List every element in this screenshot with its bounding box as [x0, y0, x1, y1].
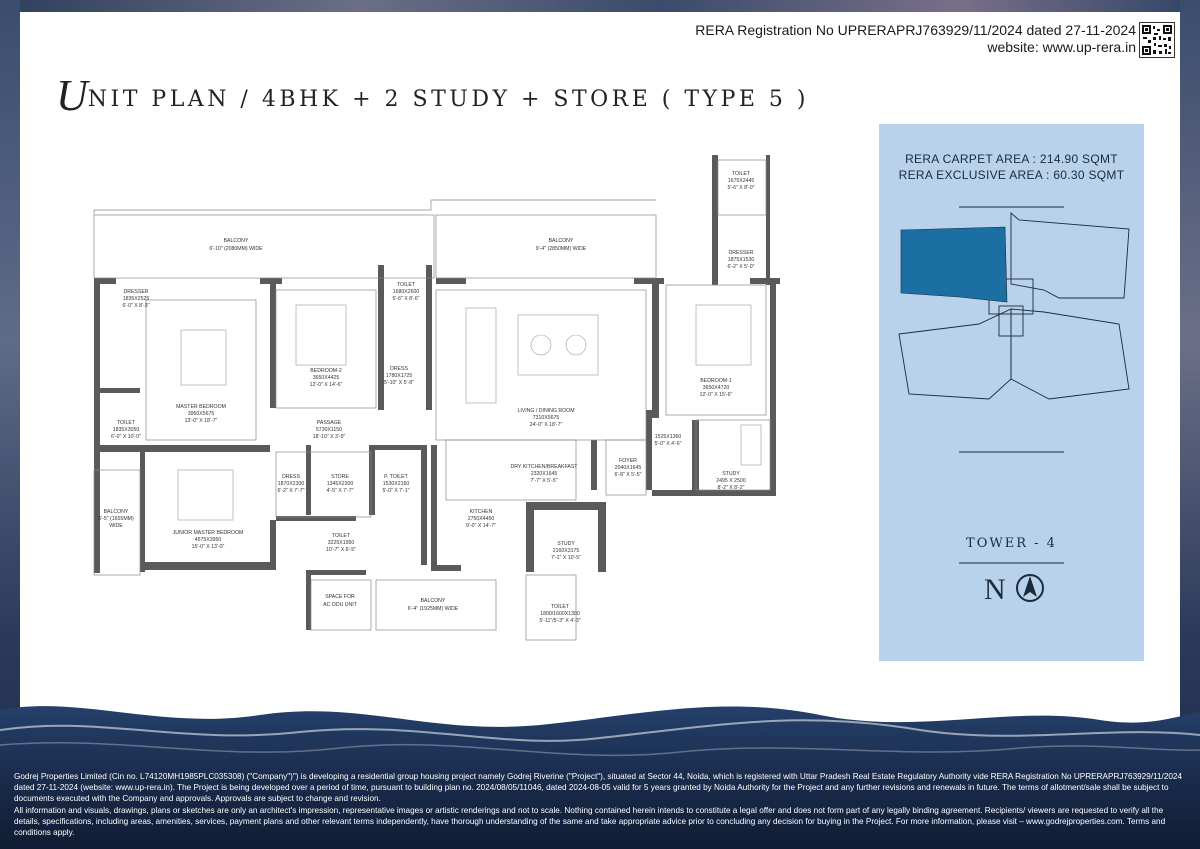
dress-lower-mm: 1870X2300	[277, 481, 305, 487]
dress-lower-ft: 6'-2" X 7'-7"	[277, 488, 305, 494]
bedroom2-ft: 12'-0" X 14'-6"	[309, 382, 343, 388]
balcony-left-extra: WIDE	[109, 523, 123, 529]
ac-space-line2: AC ODU UNIT	[323, 602, 357, 608]
dresser-left-name: DRESSER	[123, 289, 149, 295]
balcony-bottom-size: 6'-4" (1925MM) WIDE	[407, 606, 459, 612]
title-initial: U	[56, 71, 88, 120]
qr-code-icon	[1139, 22, 1175, 58]
toilet-bottom-ft: 5'-11"/5'-3" X 4'-3"	[539, 618, 581, 624]
toilet-top-mid-mm: 1680X2600	[392, 289, 420, 295]
balcony-top-left-name: BALCONY	[223, 238, 249, 244]
toilet-bottom-mm: 1800/1600X1300	[540, 611, 580, 617]
foyer-name: FOYER	[619, 458, 637, 464]
compass-icon	[1015, 573, 1045, 603]
toilet-top-mid-name: TOILET	[396, 282, 416, 288]
dry-kitchen-ft: 7'-7" X 5'-5"	[530, 478, 558, 484]
balcony-left-name: BALCONY	[103, 509, 129, 515]
rera-registration-text: RERA Registration No UPRERAPRJ763929/11/2024 dated 27-11-2024	[695, 22, 1136, 38]
junior-master-ft: 15'-0" X 13'-0"	[191, 544, 225, 550]
balcony-bottom-name: BALCONY	[420, 598, 446, 604]
balcony-top-left-size: 6'-10" (2080MM) WIDE	[209, 246, 263, 252]
kitchen-name: KITCHEN	[469, 509, 493, 515]
toilet-top-right-name: TOILET	[731, 171, 751, 177]
passage-mm: 5730X1150	[315, 427, 343, 433]
bedroom2-name: BEDROOM-2	[310, 368, 342, 374]
north-indicator	[984, 573, 1045, 607]
ac-space-line1: SPACE FOR	[325, 594, 355, 600]
foyer-ft: 6'-8" X 5'-5"	[614, 472, 642, 478]
dresser-right-mm: 1875X1530	[727, 257, 755, 263]
store-mm: 1345X2300	[326, 481, 354, 487]
disclaimer-paragraph-2: All information and visuals, drawings, plans or sketches are only an architect's impression, representative images or artistic renderings and not to scale. Nothing contained herein intends to constitute a legal offer and does not form part of any legally binding agreement. Recipients/ viewers are requested to verify all the details, specifications, including areas, amenities, services, payment plans and other relevant terms independently, have thorough understanding of the same and take appropriate advice prior to concluding any decision for buying in the Project. For more information, please visit – www.godrejproperties.com. Terms and conditions apply.	[14, 805, 1166, 838]
toilet-left-mm: 1835X3050	[112, 427, 140, 433]
lobby-ft: 5'-0" X 4'-6"	[654, 441, 682, 447]
study-right-name: STUDY	[722, 471, 740, 477]
rera-header	[695, 22, 1136, 56]
lobby-mm: 1525X1360	[654, 434, 682, 440]
toilet-lower-ft: 10'-7" X 6'-5"	[326, 547, 356, 553]
toilet-top-right-mm: 1675X2445	[727, 178, 755, 184]
legal-disclaimer	[14, 771, 1190, 838]
study-right-ft: 8'-2" X 8'-2"	[717, 485, 745, 491]
balcony-top-right-name: BALCONY	[548, 238, 574, 244]
floor-plan-walls	[94, 155, 780, 630]
living-dining-mm: 7310X5675	[532, 415, 560, 421]
p-toilet-mm: 1530X2160	[382, 481, 410, 487]
bedroom2-mm: 3650X4425	[312, 375, 340, 381]
tower-underline	[879, 562, 1144, 564]
page-title	[56, 70, 809, 121]
p-toilet-ft: 5'-0" X 7'-1"	[382, 488, 410, 494]
master-bedroom-mm: 3950X5675	[187, 411, 215, 417]
dresser-right-name: DRESSER	[728, 250, 754, 256]
junior-master-mm: 4575X3950	[194, 537, 222, 543]
p-toilet-name: P. TOILET	[384, 474, 408, 480]
master-bedroom-ft: 13'-0" X 18'-7"	[184, 418, 218, 424]
dry-kitchen-name: DRY KITCHEN/BREAKFAST	[510, 464, 578, 470]
dresser-right-ft: 6'-2" X 5'-0"	[727, 264, 755, 270]
carpet-area-text: RERA CARPET AREA : 214.90 SQMT	[905, 152, 1118, 166]
dress-mid-name: DRESS	[390, 366, 408, 372]
toilet-top-right-ft: 5'-6" X 8'-0"	[727, 185, 755, 191]
dress-mid-mm: 1780X1725	[385, 373, 413, 379]
dresser-left-ft: 6'-0" X 8'-3"	[122, 303, 150, 309]
toilet-left-ft: 6'-0" X 10'-0"	[111, 434, 141, 440]
dresser-left-mm: 1835X2525	[122, 296, 150, 302]
north-letter: N	[984, 573, 1006, 606]
bedroom1-name: BEDROOM-1	[700, 378, 732, 384]
study-lower-mm: 2160X3175	[552, 548, 580, 554]
store-name: STORE	[331, 474, 349, 480]
title-text: NIT PLAN / 4BHK + 2 STUDY + STORE ( TYPE 5 )	[87, 87, 810, 112]
dress-lower-name: DRESS	[282, 474, 300, 480]
dry-kitchen-mm: 2320X1645	[530, 471, 558, 477]
store-ft: 4'-5" X 7'-7"	[326, 488, 354, 494]
toilet-lower-name: TOILET	[331, 533, 351, 539]
study-lower-name: STUDY	[557, 541, 575, 547]
living-dining-name: LIVING / DINING ROOM	[517, 408, 575, 414]
key-plan-diagram	[879, 194, 1144, 534]
floor-plan-furniture	[178, 305, 761, 520]
study-right-mm: 2495 X 2500	[716, 478, 746, 484]
study-lower-ft: 7'-1" X 10'-5"	[551, 555, 581, 561]
unit-floor-plan	[86, 140, 806, 660]
passage-ft: 18'-10" X 3'-9"	[312, 434, 346, 440]
kitchen-mm: 2750X4450	[467, 516, 495, 522]
master-bedroom-name: MASTER BEDROOM	[176, 404, 226, 410]
toilet-left-name: TOILET	[116, 420, 136, 426]
bedroom1-ft: 12'-0" X 15'-6"	[699, 392, 733, 398]
balcony-left-size: 5'-5" (1655MM)	[98, 516, 134, 522]
disclaimer-paragraph-1: Godrej Properties Limited (Cin no. L74120MH1985PLC035308) ("Company")") is developing a residential group housing project namely Godrej Riverine ("Project"), situated at Sector 44, Noida, which is registered with Uttar Pradesh Real Estate Regulatory Authority vide RERA Registration No UPRERAPRJ763929/11/2024 dated 27-11-2024 (website: www.up-rera.in). The Project is being developed over a period of time, pursuant to building plan no. 2024/08/05/11046, dated 2024-08-05 valid for 5 years granted by Noida Authority for the Project and any further revisions and renewals in future. The terms of allotment/sale shall be subject to documents executed with the Company and approvals. Approvals are subject to change and revision.	[14, 772, 1183, 804]
passage-name: PASSAGE	[316, 420, 342, 426]
dress-mid-ft: 5'-10" X 5'-8"	[384, 380, 414, 386]
foyer-mm: 2040X1645	[614, 465, 642, 471]
toilet-lower-mm: 3225X1950	[327, 540, 355, 546]
toilet-bottom-name: TOILET	[550, 604, 570, 610]
kitchen-ft: 9'-0" X 14'-7"	[466, 523, 496, 529]
toilet-top-mid-ft: 5'-6" X 8'-6"	[392, 296, 420, 302]
highlighted-unit	[901, 227, 1007, 302]
rera-website-text: website: www.up-rera.in	[987, 39, 1136, 55]
junior-master-name: JUNIOR MASTER BEDROOM	[172, 530, 244, 536]
bedroom1-mm: 3650X4720	[702, 385, 730, 391]
exclusive-area-text: RERA EXCLUSIVE AREA : 60.30 SQMT	[898, 168, 1125, 182]
tower-label: TOWER - 4	[966, 536, 1057, 551]
balcony-top-right-size: 9'-4" (2850MM) WIDE	[535, 246, 587, 252]
living-dining-ft: 24'-0" X 18'-7"	[529, 422, 563, 428]
